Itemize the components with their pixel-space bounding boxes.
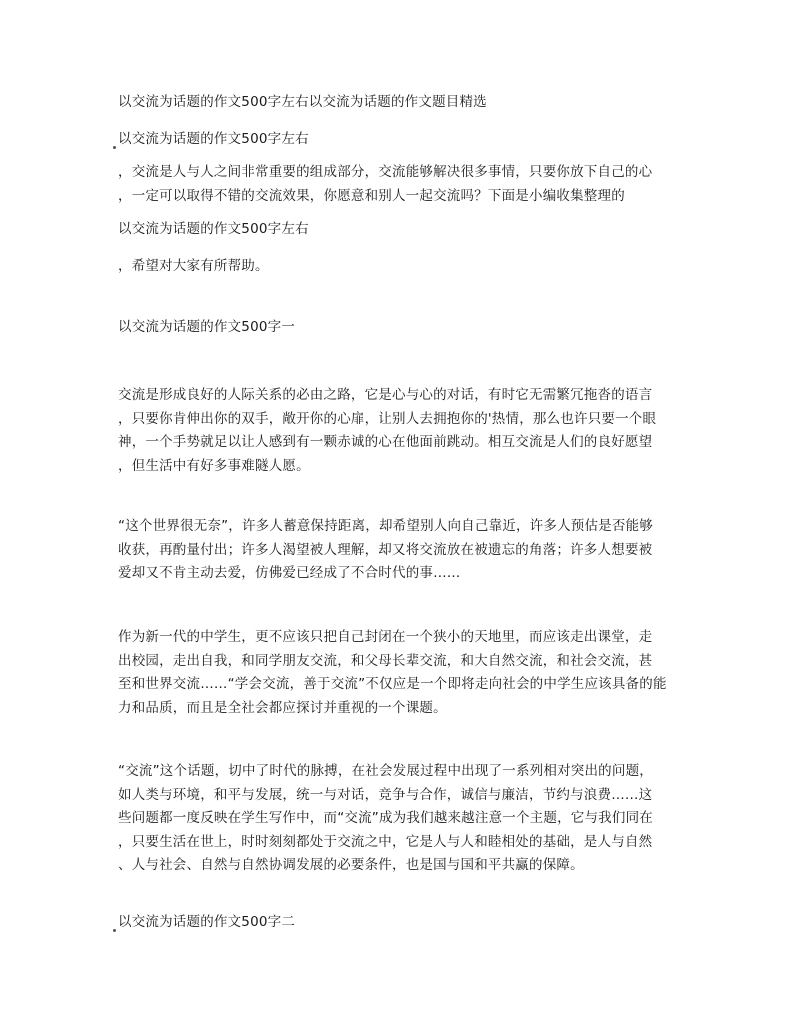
paragraph-line: 力和品质，而且是全社会都应探讨并重视的一个课题。 — [118, 699, 447, 716]
paragraph-4 — [118, 760, 690, 878]
subtitle-2: 以交流为话题的作文500字左右 — [118, 221, 309, 237]
paragraph-line: 交流是形成良好的人际关系的必由之路，它是心与心的对话，有时它无需繁冗拖沓的语言 — [118, 387, 653, 403]
paragraph-line: 爱却又不肯主动去爱，仿佛爱已经成了不合时代的事…… — [118, 565, 461, 581]
heading-2: 以交流为话题的作文500字二 — [118, 914, 296, 930]
paragraph-1 — [118, 384, 690, 478]
paragraph-line: 出校园，走出自我，和同学朋友交流，和父母长辈交流，和大自然交流，和社会交流，甚 — [118, 652, 653, 669]
bullet-dot — [113, 146, 116, 149]
paragraph-line: 、人与社会、自然与自然协调发展的必要条件，也是国与国和平共赢的保障。 — [118, 857, 584, 873]
paragraph-line: 收获，再酌量付出；许多人渴望被人理解，却又将交流放在被遗忘的角落；许多人想要被 — [118, 541, 653, 558]
subtitle-1: 以交流为话题的作文500字左右 — [118, 131, 309, 147]
paragraph-line: 至和世界交流……“学会交流，善于交流”不仅应是一个即将走向社会的中学生应该具备的能 — [118, 676, 667, 692]
paragraph-line: 如人类与环境，和平与发展，统一与对话，竞争与合作，诚信与廉洁，节约与浪费……这 — [118, 786, 653, 803]
paragraph-line: ，只要生活在世上，时时刻刻都处于交流之中，它是人与人和睦相处的基础，是人与自然 — [118, 833, 653, 850]
paragraph-line: 神，一个手势就足以让人感到有一颗赤诚的心在他面前跳动。相互交流是人们的良好愿望 — [118, 434, 653, 450]
intro-paragraph — [118, 161, 690, 208]
paragraph-line: ，但生活中有好多事难隧人愿。 — [118, 457, 310, 474]
paragraph-2 — [118, 515, 690, 586]
bullet-dot — [113, 929, 116, 932]
paragraph-line: 作为新一代的中学生，更不应该只把自己封闭在一个狭小的天地里，而应该走出课堂，走 — [118, 629, 653, 645]
intro-line: ，交流是人与人之间非常重要的组成部分，交流能够解决很多事情，只要你放下自己的心 — [118, 164, 653, 180]
intro-line: ，一定可以取得不错的交流效果，你愿意和别人一起交流吗？下面是小编收集整理的 — [118, 187, 625, 204]
paragraph-line: 些问题都一度反映在学生写作中，而“交流”成为我们越来越注意一个主题，它与我们同在 — [118, 810, 653, 826]
heading-1: 以交流为话题的作文500字一 — [118, 319, 296, 335]
paragraph-line: “交流”这个话题，切中了时代的脉搏，在社会发展过程中出现了一系列相对突出的问题， — [118, 763, 653, 779]
paragraph-line: “这个世界很无奈”，许多人蓄意保持距离，却希望别人向自己靠近，许多人预估是否能够 — [118, 518, 653, 534]
document-title: 以交流为话题的作文500字左右以交流为话题的作文题目精选 — [118, 94, 487, 110]
paragraph-3 — [118, 626, 690, 720]
intro-end: ，希望对大家有所帮助。 — [118, 258, 269, 274]
paragraph-line: ，只要你肯伸出你的双手，敞开你的心扉，让别人去拥抱你的'热情，那么也许只要一个眼 — [118, 410, 657, 427]
